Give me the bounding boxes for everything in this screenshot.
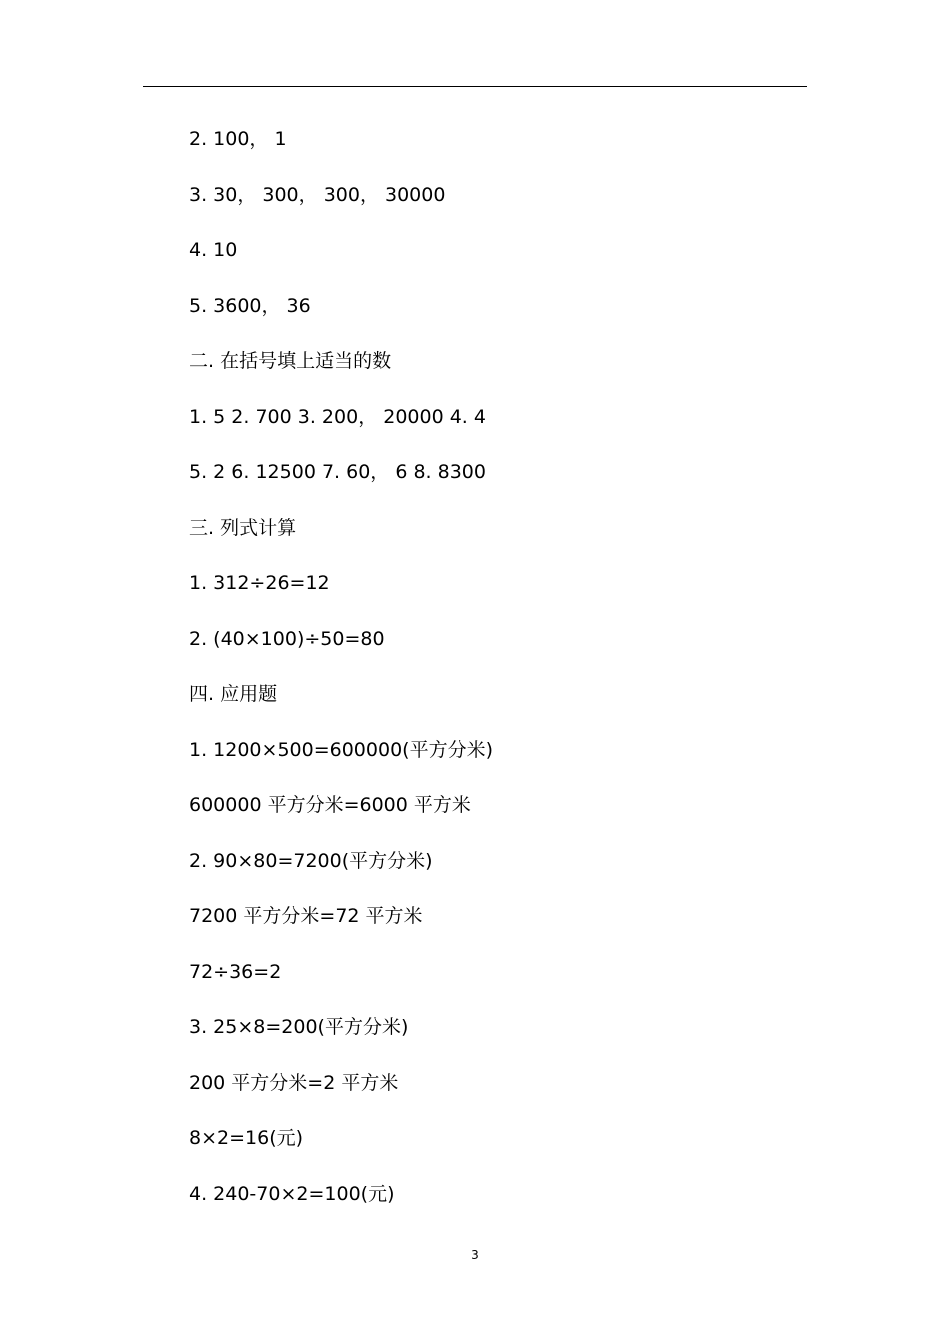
answer-line: 4. 240-70×2=100(元)	[189, 1182, 395, 1205]
answer-line: 3. 30， 300， 300， 30000	[189, 183, 446, 206]
answer-list	[189, 122, 809, 1232]
page-number: 3	[471, 1248, 479, 1262]
header-rule	[143, 86, 807, 87]
answer-line: 3. 25×8=200(平方分米)	[189, 1016, 409, 1038]
answer-line: 600000 平方分米=6000 平方米	[189, 794, 471, 816]
answer-line: 72÷36=2	[189, 960, 282, 983]
answer-line: 2. (40×100)÷50=80	[189, 627, 385, 650]
answer-line: 8×2=16(元)	[189, 1127, 304, 1149]
answer-line: 4. 10	[189, 239, 238, 261]
answer-line: 1. 5 2. 700 3. 200， 20000 4. 4	[189, 405, 486, 428]
answer-line: 1. 1200×500=600000(平方分米)	[189, 738, 493, 761]
answer-line: 2. 100， 1	[189, 128, 287, 150]
section-heading: 二. 在括号填上适当的数	[189, 350, 392, 372]
answer-line: 1. 312÷26=12	[189, 572, 330, 594]
answer-line: 200 平方分米=2 平方米	[189, 1071, 399, 1094]
section-heading: 四. 应用题	[189, 683, 278, 705]
answer-line: 2. 90×80=7200(平方分米)	[189, 849, 433, 872]
section-heading: 三. 列式计算	[189, 516, 297, 539]
answer-line: 5. 2 6. 12500 7. 60， 6 8. 8300	[189, 461, 486, 483]
answer-line: 7200 平方分米=72 平方米	[189, 905, 423, 927]
answer-line: 5. 3600， 36	[189, 294, 311, 317]
